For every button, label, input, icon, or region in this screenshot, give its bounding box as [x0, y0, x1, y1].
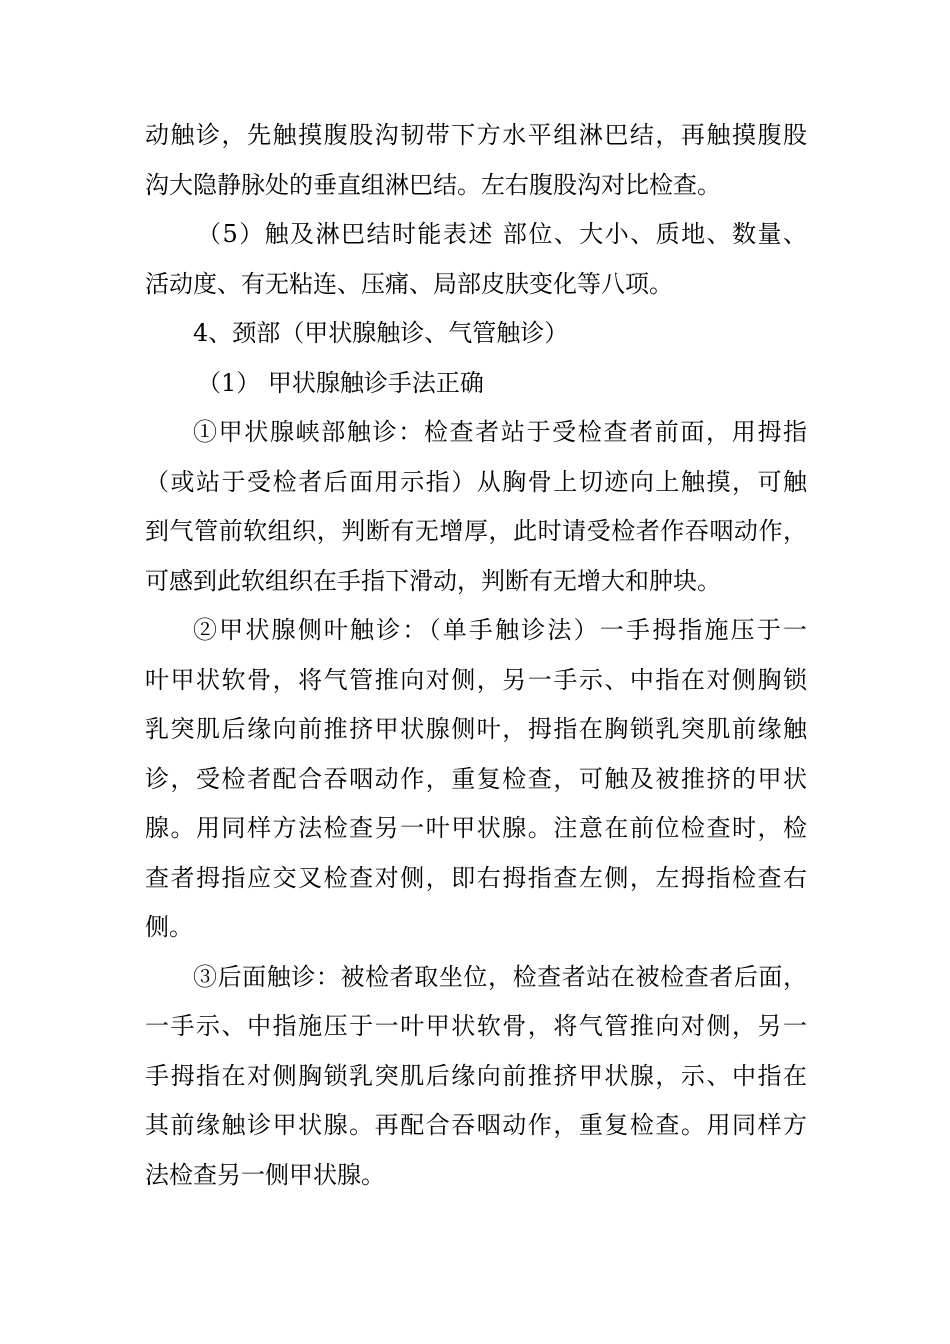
text-line: ②甲状腺侧叶触诊：（单手触诊法）一手拇指施压于一 [193, 616, 807, 644]
document-page [145, 111, 807, 1200]
text-line: （5）触及淋巴结时能表述 部位、大小、质地、数量、 [197, 220, 807, 248]
text-line: 沟大隐静脉处的垂直组淋巴结。左右腹股沟对比检查。 [145, 170, 721, 199]
text-line: 一手示、中指施压于一叶甲状软骨，将气管推向对侧，另一 [145, 1012, 807, 1040]
text-line: 可感到此软组织在手指下滑动，判断有无增大和肿块。 [145, 566, 721, 595]
text-line: 诊，受检者配合吞咽动作，重复检查，可触及被推挤的甲状 [145, 764, 807, 793]
text-line: 法检查另一侧甲状腺。 [145, 1160, 385, 1189]
text-line: 到气管前软组织，判断有无增厚，此时请受检者作吞咽动作， [145, 517, 807, 545]
text-line: ①甲状腺峡部触诊：检查者站于受检查者前面，用拇指 [193, 418, 807, 446]
text-line: 手拇指在对侧胸锁乳突肌后缘向前推挤甲状腺，示、中指在 [145, 1061, 807, 1090]
section-heading: 4、颈部（甲状腺触诊、气管触诊） [193, 319, 569, 347]
text-line: 叶甲状软骨，将气管推向对侧，另一手示、中指在对侧胸锁 [145, 665, 807, 694]
text-line: 腺。用同样方法检查另一叶甲状腺。注意在前位检查时，检 [145, 814, 807, 842]
subsection-heading: （1） 甲状腺触诊手法正确 [197, 368, 484, 397]
text-line: 乳突肌后缘向前推挤甲状腺侧叶，拇指在胸锁乳突肌前缘触 [145, 715, 807, 743]
text-line: 侧。 [145, 913, 193, 941]
text-line: 查者拇指应交叉检查对侧，即右拇指查左侧，左拇指检查右 [145, 863, 807, 892]
text-line: （或站于受检者后面用示指）从胸骨上切迹向上触摸，可触 [145, 467, 807, 496]
text-line: 动触诊，先触摸腹股沟韧带下方水平组淋巴结，再触摸腹股 [145, 121, 807, 149]
text-line: 活动度、有无粘连、压痛、局部皮肤变化等八项。 [145, 269, 673, 298]
text-line: 其前缘触诊甲状腺。再配合吞咽动作，重复检查。用同样方 [145, 1111, 807, 1139]
text-line: ③后面触诊：被检者取坐位，检查者站在被检查者后面， [193, 962, 807, 991]
